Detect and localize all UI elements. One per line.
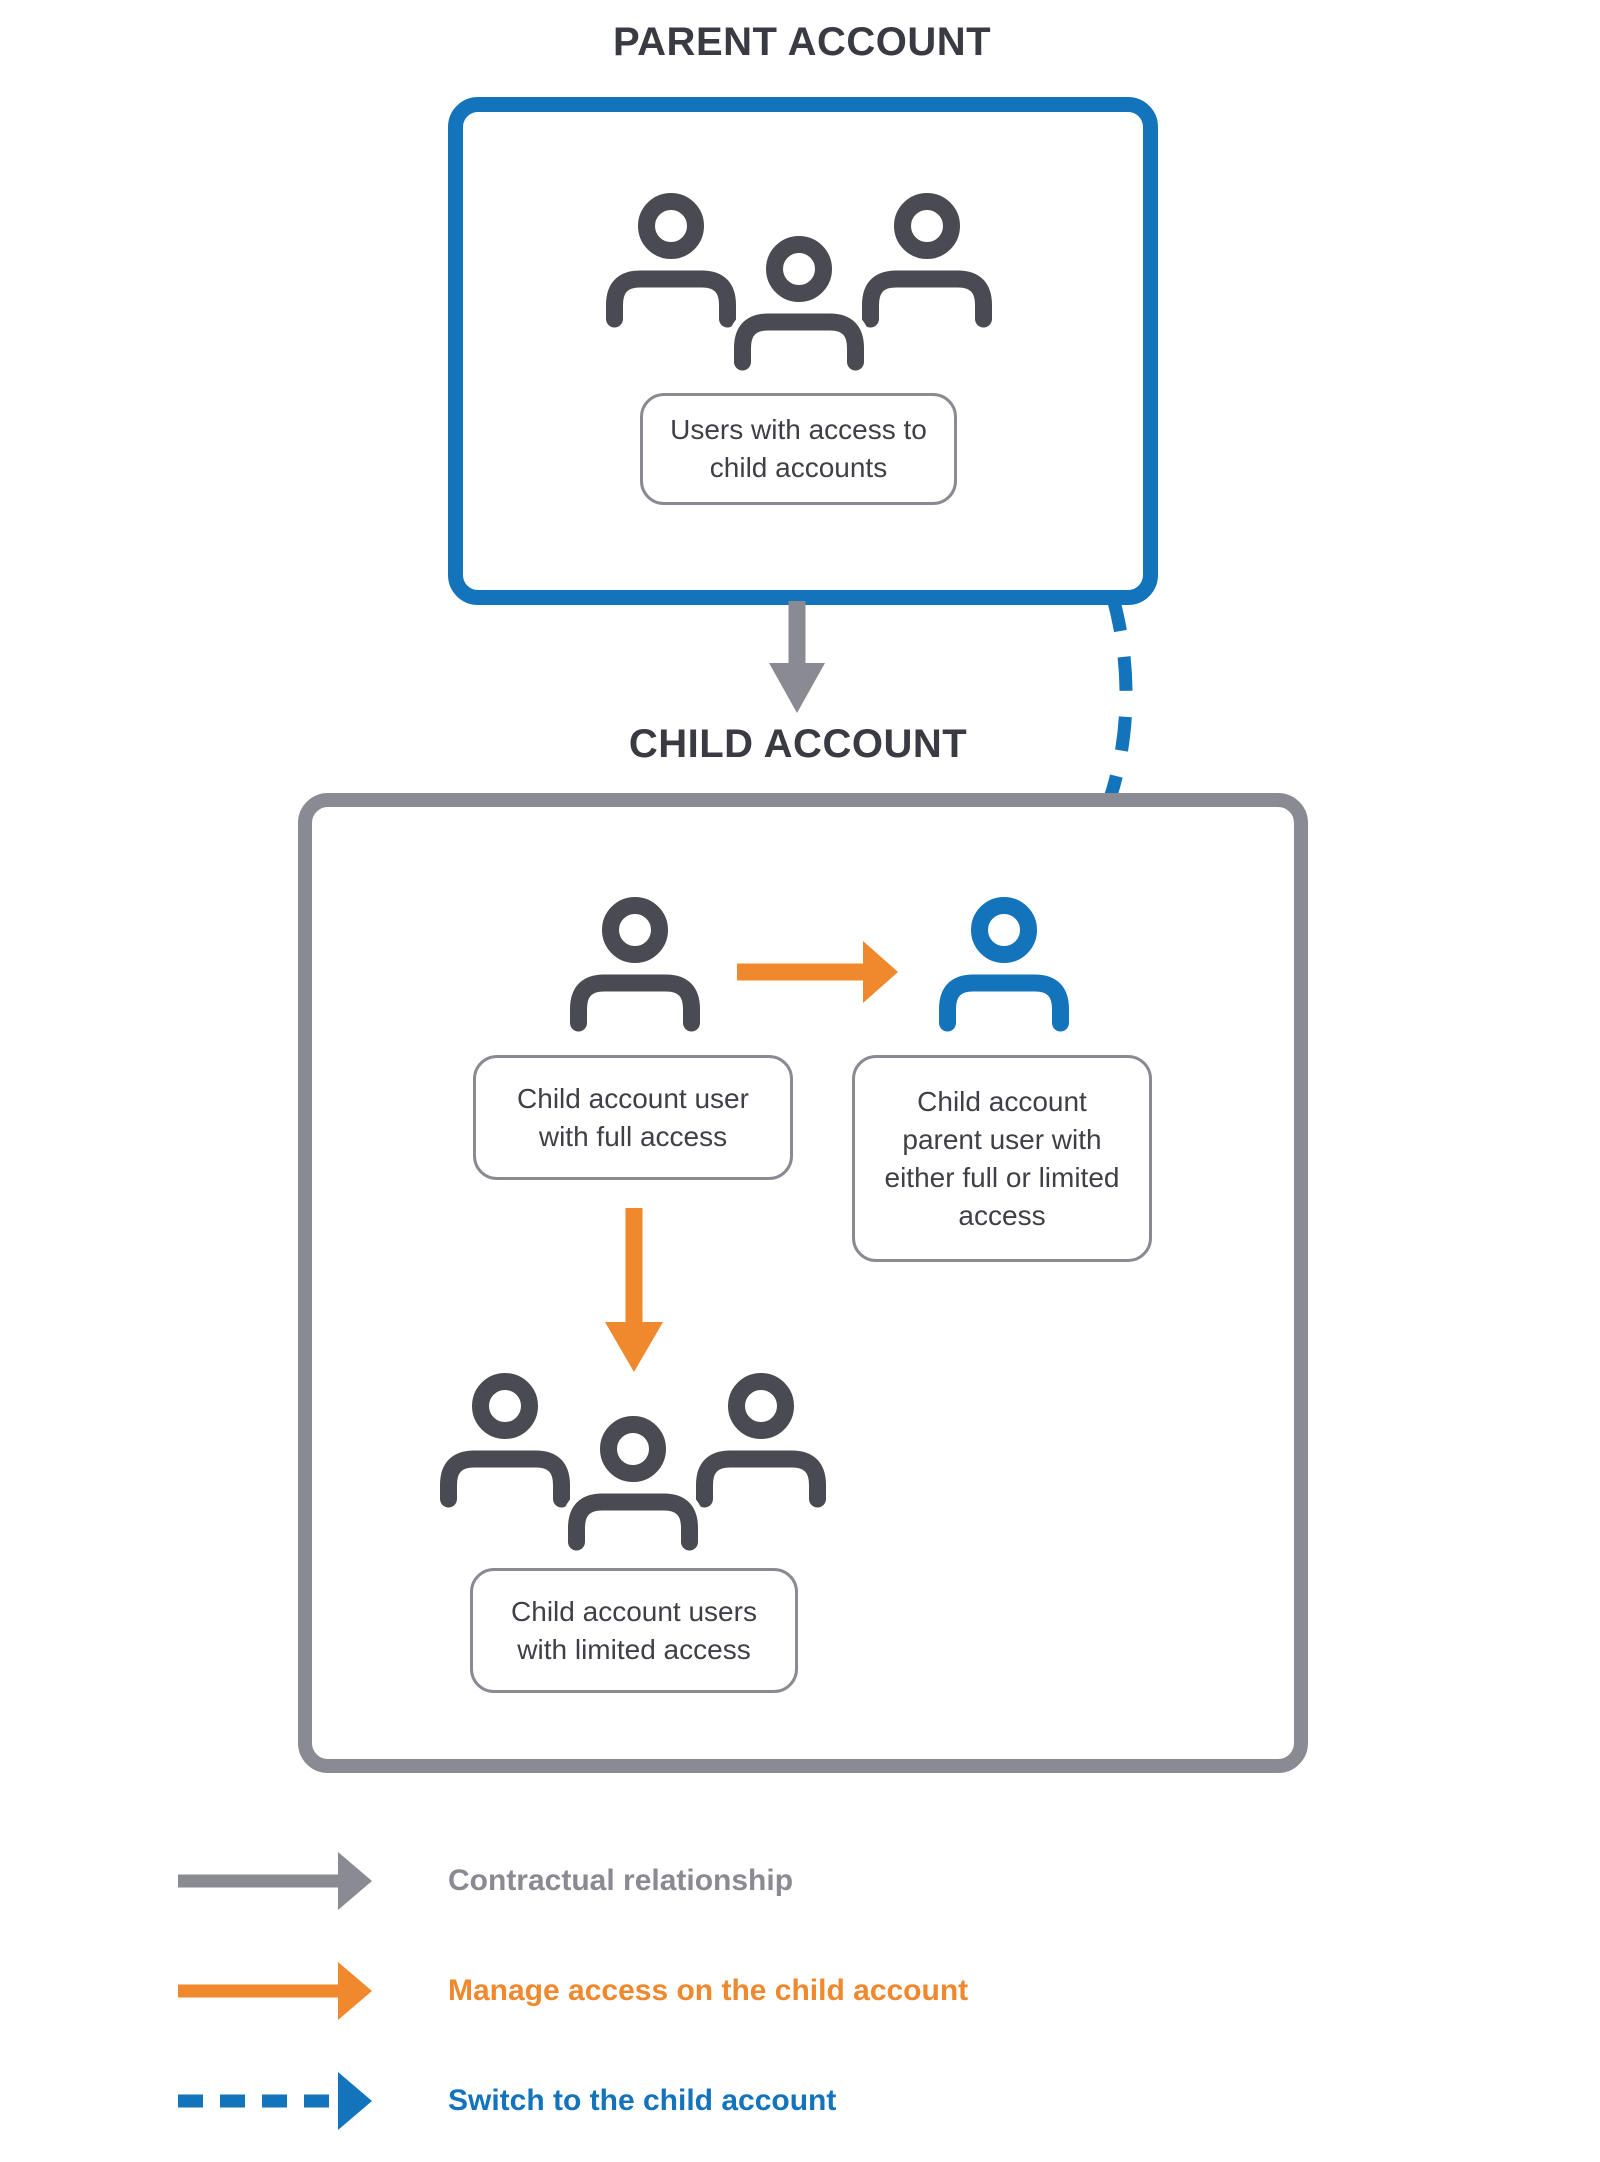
child-account-title: CHILD ACCOUNT xyxy=(628,722,968,766)
parent-account-title: PARENT ACCOUNT xyxy=(612,20,992,64)
parent-users-label: Users with access to child accounts xyxy=(640,393,957,505)
legend-manage-access-label: Manage access on the child account xyxy=(448,1974,969,2007)
manage-access-arrow-right xyxy=(737,941,898,1003)
manage-access-arrow-down xyxy=(605,1208,663,1372)
legend-switch-label: Switch to the child account xyxy=(448,2084,837,2117)
legend-contractual-arrow-icon xyxy=(178,1852,372,1910)
child-parent-user-icon xyxy=(939,897,1069,1037)
child-limited-users-group-icon xyxy=(440,1373,826,1559)
contractual-relationship-arrow xyxy=(769,601,825,713)
legend-contractual-label: Contractual relationship xyxy=(448,1864,794,1897)
parent-users-group-icon xyxy=(606,193,992,379)
child-full-access-user-icon xyxy=(570,897,700,1037)
legend-switch-arrow-icon xyxy=(178,2072,372,2130)
child-parent-user-label: Child account parent user with either full or limited access xyxy=(852,1055,1152,1262)
child-account-box xyxy=(298,793,1308,1773)
legend-manage-access-arrow-icon xyxy=(178,1962,372,2020)
child-limited-users-label: Child account users with limited access xyxy=(470,1568,798,1693)
child-full-access-user-label: Child account user with full access xyxy=(473,1055,793,1180)
